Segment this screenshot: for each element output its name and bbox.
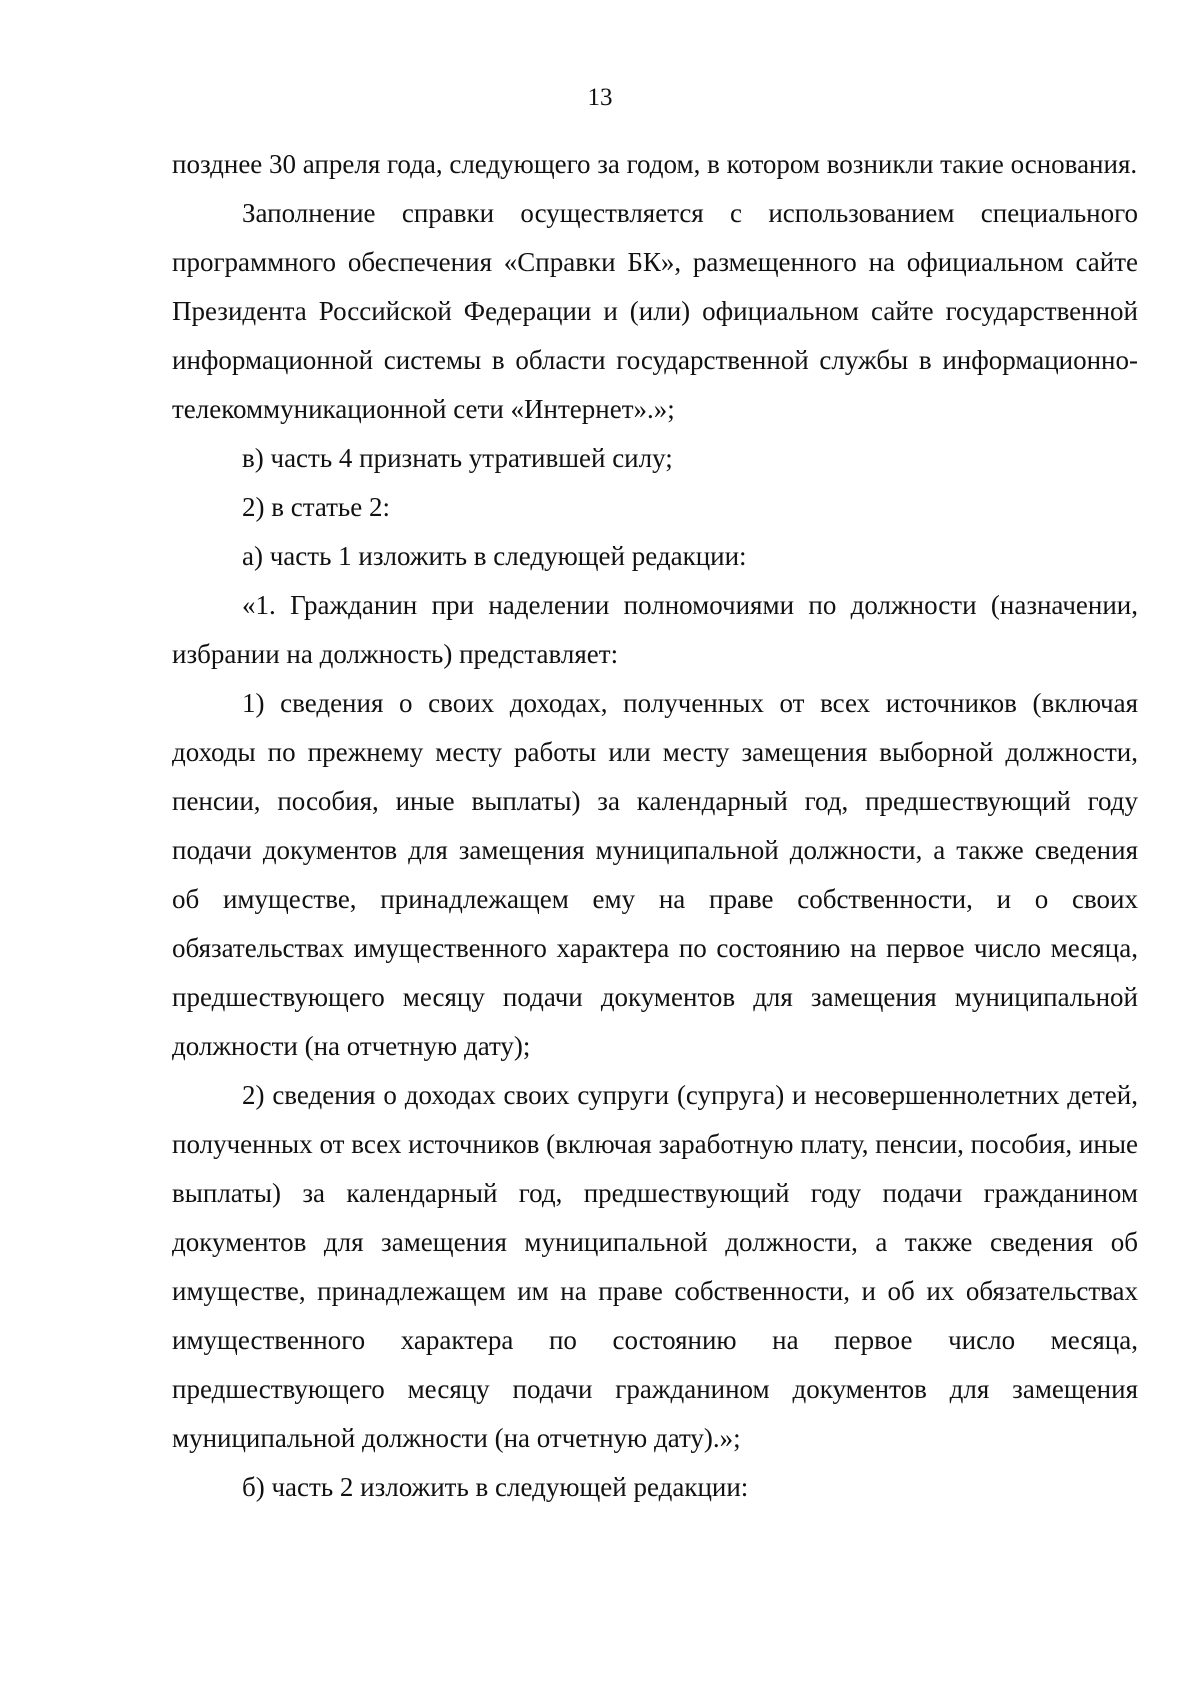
document-body [172,140,1138,1512]
paragraph-item-2-family-income: 2) сведения о доходах своих супруги (супруга) и несовершеннолетних детей, полученных от всех источников (включая заработную плату, пенсии, пособия, иные выплаты) за календарный год, предшествующий году подачи гражданином документов для замещения муниципальной должности, а также сведения об имуществе, принадлежащем им на праве собственности, и об их обязательствах имущественного характера по состоянию на первое число месяца, предшествующего месяцу подачи гражданином документов для замещения муниципальной должности (на отчетную дату).»; [172,1080,1138,1453]
paragraph-part-1-amend: а) часть 1 изложить в следующей редакции: [242,541,747,571]
paragraph-citizen-submits: «1. Гражданин при наделении полномочиями по должности (назначении, избрании на должность) представляет: [172,590,1138,669]
paragraph-item-1-own-income: 1) сведения о своих доходах, полученных от всех источников (включая доходы по прежнему месту работы или месту замещения выборной должности, пенсии, пособия, иные выплаты) за календарный год, предшествующий году подачи документов для замещения муниципальной должности, а также сведения об имуществе, принадлежащем ему на праве собственности, и о своих обязательствах имущественного характера по состоянию на первое число месяца, предшествующего месяцу подачи документов для замещения муниципальной должности (на отчетную дату); [172,688,1138,1061]
paragraph-part-2-amend: б) часть 2 изложить в следующей редакции: [242,1472,749,1502]
paragraph-part-4-repealed: в) часть 4 признать утратившей силу; [242,443,673,473]
paragraph-filling-reference: Заполнение справки осуществляется с использованием специального программного обеспечения «Справки БК», размещенного на официальном сайте Президента Российской Федерации и (или) официальном сайте государственной информационной системы в области государственной службы в информационно-телекоммуникационной сети «Интернет».»; [172,198,1138,424]
paragraph-article-2: 2) в статье 2: [242,492,390,522]
page-number: 13 [587,84,613,111]
paragraph-continuation: позднее 30 апреля года, следующего за годом, в котором возникли такие основания. [172,149,1138,179]
